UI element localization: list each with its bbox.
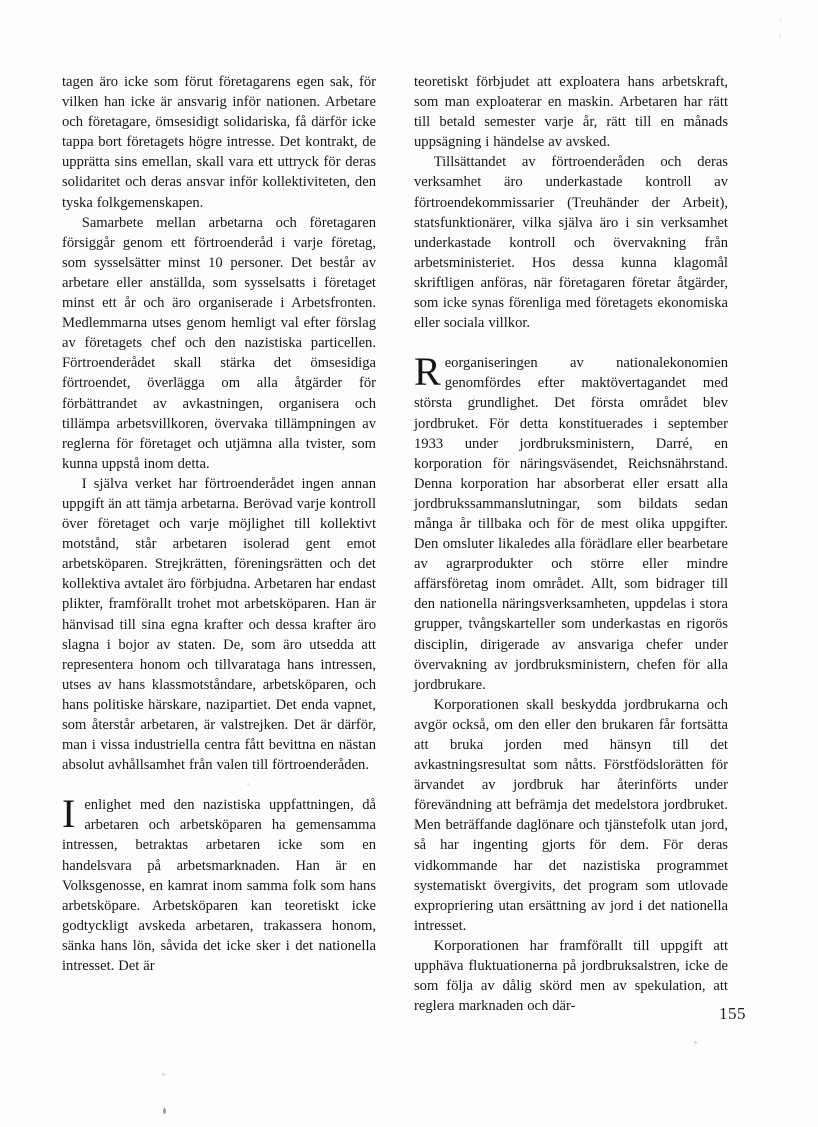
left-column	[62, 72, 376, 1016]
scan-artifact-speck	[247, 783, 250, 786]
paragraph-right-3-dropcap	[414, 349, 728, 695]
scan-artifact-speck	[694, 1041, 697, 1044]
drop-cap-letter-i: I	[62, 791, 76, 837]
paragraph-right-3-text: eorganiseringen av nationalekonomien genomfördes efter maktövertagandet med största grundlighet. Det första området blev jordbruket. För detta konstituerades i september 1933 under jordbruksministern, Darré, en korporation för näringsväsendet, Reichsnährstand. Denna korporation har absorberat eller ersatt alla jordbrukssammanslutningar, som bildats sedan många år tillbaka och för de mest olika uppgifter. Den omsluter likaledes alla förädlare eller bearbetare av agrarprodukter och större eller mindre affärsföretag inom området. Allt, som bidrager till den nationella näringsverksamheten, uppdelas i stora grupper, tvångskarteller som underkastas en rigorös disciplin, dirigerade av ansvariga chefer under övervakning av jordbruksministern, chefen för alla jordbrukare.	[414, 355, 728, 693]
paragraph-right-2: Tillsättandet av förtroenderåden och deras verksamhet äro underkastade kontroll av förtroendekommissarier (Treuhänder der Arbeit), statsfunktionärer, vilka själva äro i sin verksamhet underkastade kontroll och övervakning från arbetsministeriet. Hos dessa kunna klagomål skriftligen anföras, när företagaren företar åtgärder, som icke synas förenliga med företagets ekonomiska eller sociala villkor.	[414, 154, 728, 332]
paragraph-right-4: Korporationen skall beskydda jordbrukarna och avgör också, om den eller den brukaren får fortsätta att bruka jorden med hänsyn till det avkastningsresultat som nåtts. Förstfödslorätten för ärvandet av jordbruk har återinförts under förevändning att befrämja det medelstora jordbruket. Men beträffande daglönare och tjänstefolk utan jord, så har ingenting gjorts för dem. För deras vidkommande har det nazistiska programmet systematiskt övergivits, det program som utlovade expropriering utan ersättning av jord i det nationella intresset.	[414, 696, 728, 934]
scan-artifact-speck	[779, 32, 781, 39]
page-number: 155	[719, 1004, 746, 1023]
scan-artifact-speck	[779, 18, 782, 21]
two-column-text-body	[62, 72, 728, 1016]
paragraph-left-2: Samarbete mellan arbetarna och företagaren försiggår genom ett förtroenderåd i varje företag, som sysselsätter minst 10 personer. Det består av arbetare eller anställda, som sysselsatts i företaget minst ett år och äro organiserade i Arbetsfronten. Medlemmarna utses genom hemligt val efter förslag av företagets chef och den nazistiska particellen. Förtroenderådet skall stärka det ömsesidiga förtroendet, överlägga om alla åtgärder för förbättrandet av avkastningen, organisera och tillämpa arbetsvillkoren, övervaka tillämpningen av reglerna för företaget och utjämna alla tvister, som kunna uppstå inom detta.	[62, 214, 376, 472]
paragraph-left-3: I själva verket har förtroenderådet ingen annan uppgift än att tämja arbetarna. Berövad varje kontroll över företaget och varje möjlighet till kollektivt motstånd, står arbetaren isolerad gent emot arbetsköparen. Strejkrätten, föreningsrätten och det kollektiva avtalet äro förbjudna. Arbetaren har endast plikter, framförallt trohet mot arbetsköparen. Han är hänvisad till sina egna krafter och dessa krafter äro slagna i bojor av staten. De, som äro utsedda att representera honom och tillvarataga hans intressen, utses av hans klassmotståndare, arbetsköparen, och hans politiske härskare, nazipartiet. Det enda vapnet, som återstår arbetaren, är valstrejken. Det är därför, man i vissa industriella centra fått bevittna en nästan absolut avhållsamhet från valen till förtroenderåden.	[62, 475, 376, 774]
paragraph-left-4-dropcap	[62, 791, 376, 976]
right-column	[414, 72, 728, 1016]
paragraph-right-1: teoretiskt förbjudet att exploatera hans arbetskraft, som man exploaterar en maskin. Arbetaren har rätt till betald semester varje år, rätt till en månads uppsägning i händelse av avsked.	[414, 74, 728, 151]
scan-artifact-speck	[163, 1108, 166, 1114]
paragraph-right-5: Korporationen har framförallt till uppgift att upphäva fluktuationerna på jordbruksalstren, icke de som följa av dålig skörd men av spekulation, att reglera marknaden och där-	[414, 937, 728, 1015]
paragraph-left-1: tagen äro icke som förut företagarens egen sak, för vilken han icke är ansvarig inför nationen. Arbetare och företagare, ömsesidigt solidariska, få därför icke tappa bort företagets högre intresse. Det kontrakt, de upprätta sins emellan, skall vara ett uttryck för deras solidaritet och deras ansvar inför kollektiviteten, den tyska folkgemenskapen.	[62, 74, 376, 211]
paragraph-left-4-text: enlighet med den nazistiska uppfattningen, då arbetaren och arbetsköparen ha gemensamma intressen, betraktas arbetaren icke som en handelsvara på arbetsmarknaden. Han är en Volksgenosse, en kamrat inom samma folk som hans arbetsköpare. Arbetsköparen kan teoretiskt icke godtyckligt avskeda arbetaren, trakassera honom, sänka hans lön, såvida det icke sker i det nationella intresset. Det är	[62, 797, 376, 975]
scan-artifact-speck	[162, 1073, 165, 1076]
drop-cap-letter-r: R	[414, 349, 441, 395]
